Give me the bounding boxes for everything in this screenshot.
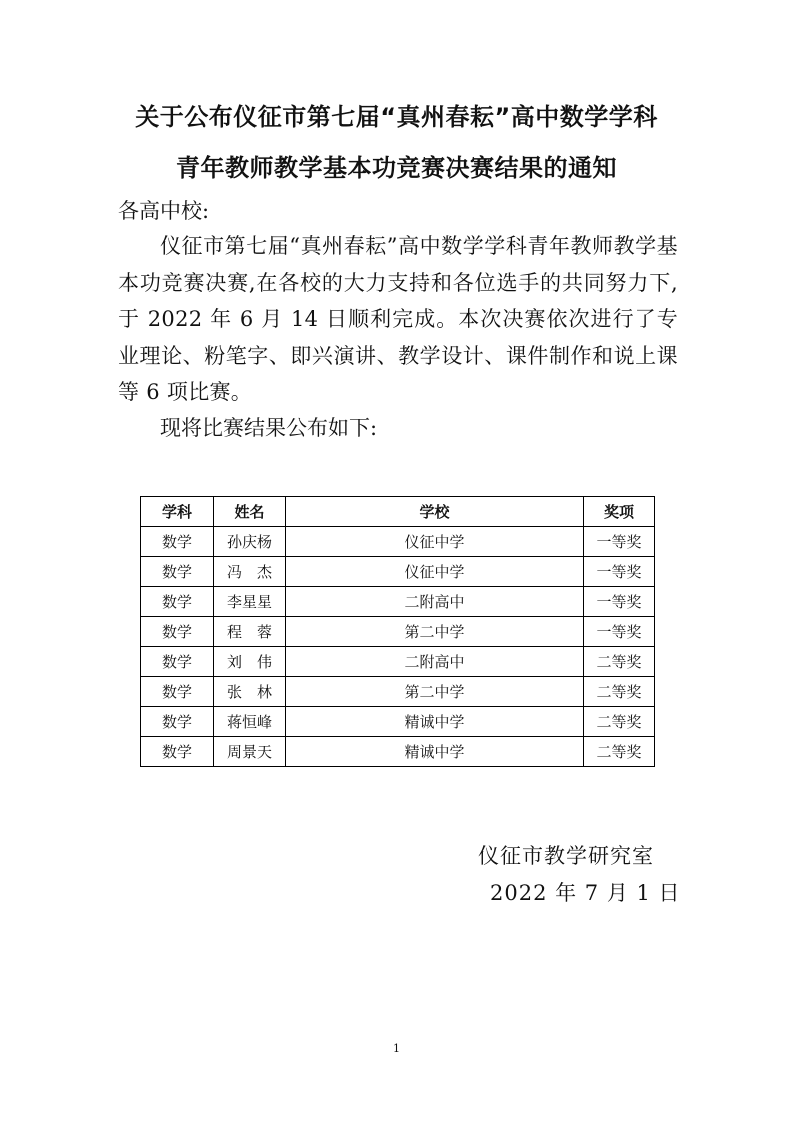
table-row bbox=[141, 557, 655, 587]
header-award: 奖项 bbox=[584, 497, 655, 527]
table-row bbox=[141, 677, 655, 707]
cell-award: 一等奖 bbox=[584, 587, 655, 617]
cell-school: 精诚中学 bbox=[286, 737, 584, 767]
cell-subject: 数学 bbox=[141, 557, 214, 587]
cell-award: 一等奖 bbox=[584, 557, 655, 587]
table-header-row bbox=[141, 497, 655, 527]
cell-subject: 数学 bbox=[141, 707, 214, 737]
cell-subject: 数学 bbox=[141, 587, 214, 617]
cell-award: 二等奖 bbox=[584, 707, 655, 737]
cell-award: 一等奖 bbox=[584, 617, 655, 647]
issuer: 仪征市教学研究室 bbox=[478, 844, 654, 868]
results-table bbox=[140, 496, 655, 767]
salutation: 各高中校: bbox=[118, 199, 210, 223]
issue-date: 2022 年 7 月 1 日 bbox=[490, 881, 681, 905]
cell-name: 张 林 bbox=[214, 677, 286, 707]
table-row bbox=[141, 527, 655, 557]
cell-school: 第二中学 bbox=[286, 617, 584, 647]
cell-school: 二附高中 bbox=[286, 587, 584, 617]
table-row bbox=[141, 707, 655, 737]
cell-school: 仪征中学 bbox=[286, 527, 584, 557]
cell-school: 第二中学 bbox=[286, 677, 584, 707]
header-subject: 学科 bbox=[141, 497, 214, 527]
header-school: 学校 bbox=[286, 497, 584, 527]
table-row bbox=[141, 587, 655, 617]
title-line-1: 关于公布仪征市第七届“真州春耘”高中数学学科 bbox=[135, 103, 658, 131]
cell-award: 一等奖 bbox=[584, 527, 655, 557]
cell-subject: 数学 bbox=[141, 617, 214, 647]
cell-name: 程 蓉 bbox=[214, 617, 286, 647]
cell-school: 二附高中 bbox=[286, 647, 584, 677]
cell-name: 周景天 bbox=[214, 737, 286, 767]
title-line-2: 青年教师教学基本功竞赛决赛结果的通知 bbox=[176, 154, 617, 182]
cell-subject: 数学 bbox=[141, 647, 214, 677]
cell-name: 孙庆杨 bbox=[214, 527, 286, 557]
cell-name: 刘 伟 bbox=[214, 647, 286, 677]
results-table-body bbox=[141, 527, 655, 767]
header-name: 姓名 bbox=[214, 497, 286, 527]
table-row bbox=[141, 617, 655, 647]
table-row bbox=[141, 737, 655, 767]
body-paragraph: 仪征市第七届“真州春耘”高中数学学科青年教师教学基本功竞赛决赛,在各校的大力支持和各位选手的共同努力下,于 2022 年 6 月 14 日顺利完成。本次决赛依次进行了专业理论、粉笔字、即兴演讲、教学设计、课件制作和说上课等 6 项比赛。 bbox=[118, 234, 678, 404]
cell-award: 二等奖 bbox=[584, 677, 655, 707]
cell-name: 蒋恒峰 bbox=[214, 707, 286, 737]
cell-name: 冯 杰 bbox=[214, 557, 286, 587]
announcement: 现将比赛结果公布如下: bbox=[160, 416, 378, 440]
cell-subject: 数学 bbox=[141, 677, 214, 707]
cell-school: 仪征中学 bbox=[286, 557, 584, 587]
page-number: 1 bbox=[393, 1042, 400, 1055]
cell-award: 二等奖 bbox=[584, 647, 655, 677]
table-row bbox=[141, 647, 655, 677]
cell-name: 李星星 bbox=[214, 587, 286, 617]
cell-subject: 数学 bbox=[141, 737, 214, 767]
cell-school: 精诚中学 bbox=[286, 707, 584, 737]
cell-award: 二等奖 bbox=[584, 737, 655, 767]
cell-subject: 数学 bbox=[141, 527, 214, 557]
